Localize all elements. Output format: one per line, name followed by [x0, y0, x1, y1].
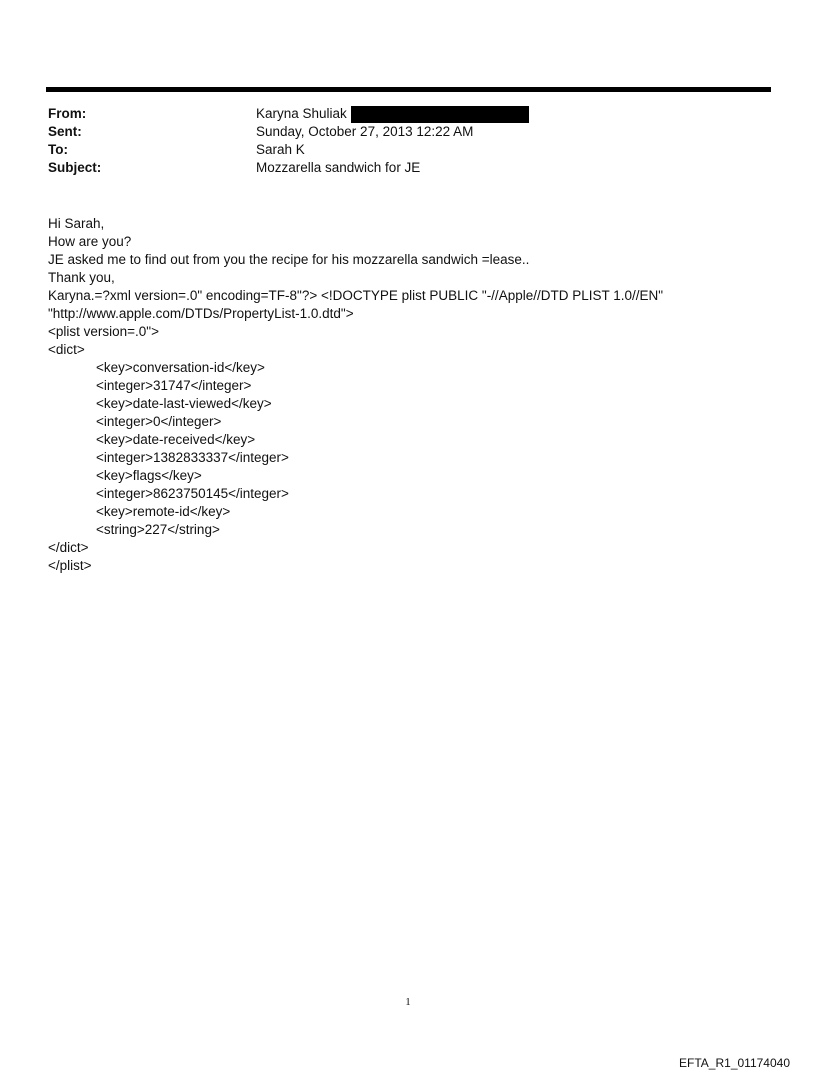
subject-value: Mozzarella sandwich for JE	[256, 160, 421, 175]
dict-line: <key>date-last-viewed</key>	[96, 396, 272, 411]
body-line: How are you?	[48, 234, 132, 249]
sent-value: Sunday, October 27, 2013 12:22 AM	[256, 124, 474, 139]
to-value: Sarah K	[256, 142, 305, 157]
body-line: Thank you,	[48, 270, 115, 285]
dict-line: <key>date-received</key>	[96, 432, 256, 447]
sent-label: Sent:	[48, 124, 82, 139]
body-line: Karyna.=?xml version=.0" encoding=TF-8"?> <!DOCTYPE plist PUBLIC "-//Apple//DTD PLIST 1.0//EN"	[48, 288, 664, 303]
body-line: Hi Sarah,	[48, 216, 105, 231]
header-rule	[46, 87, 771, 92]
redaction-block	[351, 106, 529, 123]
dict-line: <key>remote-id</key>	[96, 504, 231, 519]
subject-row	[48, 160, 608, 178]
dict-line: <integer>0</integer>	[96, 414, 222, 429]
dict-line: <string>227</string>	[96, 522, 220, 537]
closing-line: </plist>	[48, 558, 92, 573]
from-value	[256, 106, 529, 123]
dict-line: <key>conversation-id</key>	[96, 360, 265, 375]
body-line: <plist version=.0">	[48, 324, 159, 339]
dict-line: <key>flags</key>	[96, 468, 202, 483]
from-name: Karyna Shuliak	[256, 106, 347, 121]
to-label: To:	[48, 142, 68, 157]
subject-label: Subject:	[48, 160, 102, 175]
from-label: From:	[48, 106, 87, 121]
dict-line: <integer>8623750145</integer>	[96, 486, 289, 501]
closing-line: </dict>	[48, 540, 89, 555]
email-body	[48, 215, 768, 575]
dict-line: <integer>31747</integer>	[96, 378, 252, 393]
page-number: 1	[405, 996, 411, 1008]
to-row	[48, 142, 608, 160]
from-row	[48, 106, 608, 124]
email-header	[48, 106, 608, 178]
sent-row	[48, 124, 608, 142]
document-id: EFTA_R1_01174040	[679, 1056, 790, 1070]
dict-line: <integer>1382833337</integer>	[96, 450, 289, 465]
body-line: JE asked me to find out from you the recipe for his mozzarella sandwich =lease..	[48, 252, 530, 267]
body-line: "http://www.apple.com/DTDs/PropertyList-1.0.dtd">	[48, 306, 354, 321]
body-line: <dict>	[48, 342, 85, 357]
